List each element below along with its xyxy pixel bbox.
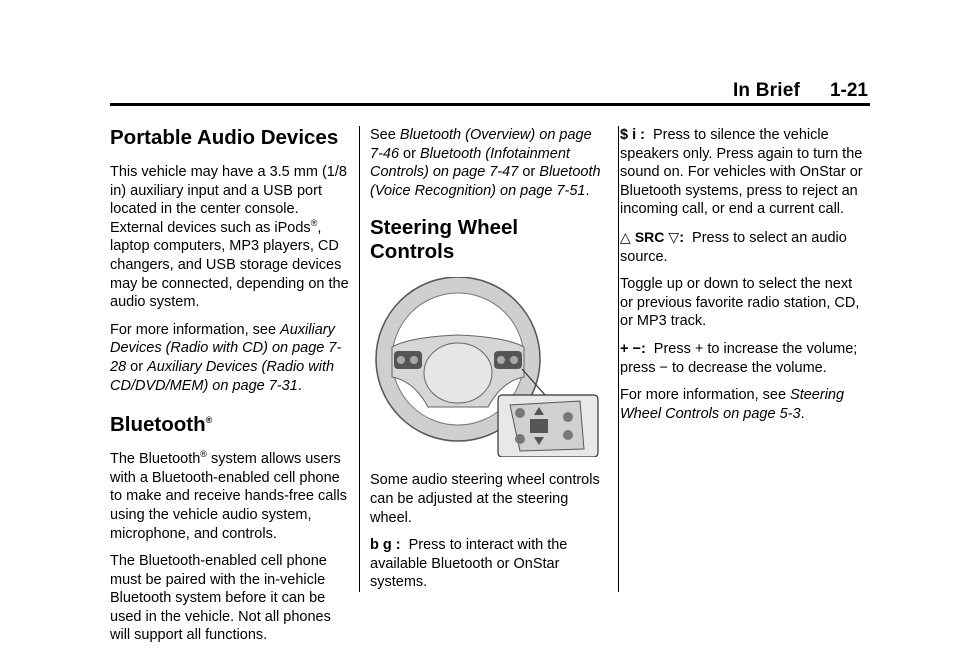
column-2 [370,126,606,601]
swc-intro: Some audio steering wheel controls can be adjusted at the steering wheel. [370,472,600,526]
portable-audio-heading: Portable Audio Devices [110,126,339,149]
link-steering-wheel-controls[interactable]: Steering Wheel Controls on page 5-3 [620,387,845,422]
link-bt-voice[interactable]: Bluetooth (Voice Recognition) on page 7-51 [370,164,601,199]
src-colon: : [679,229,685,246]
link-bt-infotainment[interactable]: Bluetooth (Infotainment Controls) on page 7-47 [370,145,570,181]
bt-text-b: system allows users with a Bluetooth-enabled cell phone to make and receive hands-free calls using the vehicle audio system, microphone, and controls. [110,451,347,542]
section-title: In Brief [732,80,800,101]
column-1 [110,126,350,654]
registered-mark: ® [310,217,318,228]
column-divider-1 [359,126,360,592]
ctrl-volume [620,340,868,377]
src-button-label: SRC [634,228,665,245]
ctrl-mute [620,126,868,219]
portable-more-info [110,321,350,395]
see-text: See [370,127,400,143]
or-text: or [126,358,148,375]
portable-text-a: This vehicle may have a 3.5 mm (1/8 in) auxiliary input and a USB port located in the center console. External devices such as iPods [110,164,347,236]
volume-button-symbol: + −: [620,340,646,357]
header-rule [110,103,870,106]
registered-mark: ® [205,415,213,426]
period: . [297,377,302,394]
page-header [0,0,960,112]
swc-more-info [620,386,868,423]
column-divider-2 [618,126,619,592]
steering-wheel-heading: Steering Wheel Controls [370,216,519,264]
link-aux-dvd[interactable]: Auxiliary Devices (Radio with CD/DVD/MEM) on page 7-31 [110,358,335,394]
link-bt-overview[interactable]: Bluetooth (Overview) on page 7-46 [370,127,592,162]
period: . [800,405,805,422]
or-text: or [399,145,420,162]
mute-button-symbol: $ i : [620,127,645,143]
bluetooth-heading [110,413,350,437]
period: . [585,182,590,199]
src-button-desc: Press to select an audio source. [620,229,847,265]
more-info-text: For more information, see [620,387,791,404]
ctrl-talk [370,536,606,592]
bluetooth-heading-text: Bluetooth [110,413,206,437]
registered-mark: ® [200,449,207,460]
link-aux-cd[interactable]: Auxiliary Devices (Radio with CD) on page 7-28 [110,321,342,375]
volume-button-desc: Press + to increase the volume; press − to decrease the volume. [620,340,858,376]
portable-audio-paragraph [110,163,350,312]
column-3 [620,126,868,432]
talk-button-symbol: b g : [370,537,401,554]
bluetooth-paragraph-2: The Bluetooth-enabled cell phone must be paired with the in-vehicle Bluetooth system before it can be used in the vehicle. Not all phones will support all functions. [110,553,331,644]
or-text-2: or [518,164,540,181]
page-number: 1-21 [829,80,868,101]
src-up-icon: △ [620,228,631,245]
mute-button-desc: Press to silence the vehicle speakers only. Press again to turn the sound on. For vehicles with OnStar or Bluetooth systems, press to reject an incoming call, or end a current call. [620,127,863,218]
src-down-icon: ▽ [668,228,680,245]
ctrl-src [620,228,868,266]
talk-button-desc: Press to interact with the available Bluetooth or OnStar systems. [370,537,568,591]
steering-wheel-icon [370,277,600,457]
bt-text-a: The Bluetooth [110,451,201,468]
steering-wheel-illustration [370,277,600,457]
toggle-paragraph: Toggle up or down to select the next or previous favorite radio station, CD, or MP3 track. [620,276,860,330]
more-info-text: For more information, see [110,321,281,338]
bluetooth-paragraph-1 [110,450,350,543]
portable-text-b: , laptop computers, MP3 players, CD changers, and USB storage devices may be connected, depending on the audio system. [110,219,349,311]
bt-see-also [370,126,606,200]
